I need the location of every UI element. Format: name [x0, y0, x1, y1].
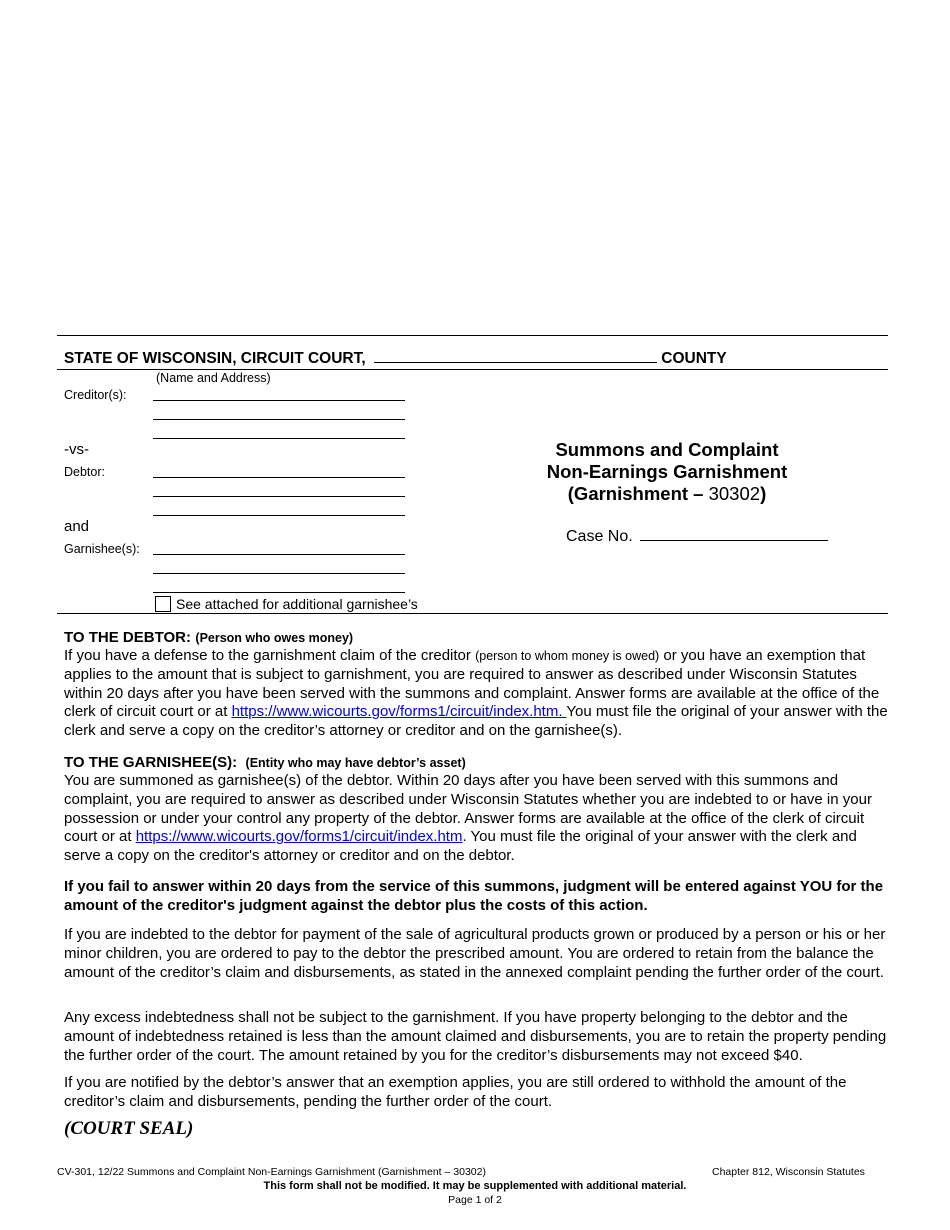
footer-statute: Chapter 812, Wisconsin Statutes [712, 1166, 865, 1178]
title-line-1: Summons and Complaint [555, 439, 779, 460]
excess-indebtedness-paragraph: Any excess indebtedness shall not be subject to the garnishment. If you have property belonging to the debtor and the amount of indebtedness retained is less than the amount claimed and disbursements, you are to retain the property pending the further order of the court. The amount retained by you for the creditor’s disbursements may not exceed $40. [64, 1009, 887, 1064]
exemption-paragraph: If you are notified by the debtor’s answer that an exemption applies, you are still ordered to withhold the amount of the creditor’s claim and disbursements, pending the further order of the court. [64, 1074, 847, 1110]
garnishee-forms-link[interactable]: https://www.wicourts.gov/forms1/circuit/index.htm [135, 828, 463, 846]
creditor-label: Creditor(s): [64, 388, 127, 402]
creditor-line-3[interactable] [153, 438, 405, 439]
case-number-label: Case No. [566, 528, 633, 545]
name-address-hint: (Name and Address) [156, 371, 271, 385]
court-heading [64, 348, 727, 368]
garnishee-line-1[interactable] [153, 554, 405, 555]
garnishee-section-text: You are summoned as garnishee(s) of the debtor. Within 20 days after you have been served with this summons and complaint, you are required to answer as described under Wisconsin Statutes whether you are indebted to or have in your possession or under your control any property of the debtor. Answer forms are available at the office of the clerk of circuit court or at https://www.wicourts.gov/forms1/circuit/index.htm. You must file the original of your answer with the clerk and serve a copy on the creditor's attorney or creditor and on the debtor. [64, 772, 872, 865]
footer-page-number: Page 1 of 2 [448, 1194, 502, 1206]
debtor-line-2[interactable] [153, 496, 405, 497]
debtor-section-text: If you have a defense to the garnishment claim of the creditor (person to whom money is owed) or you have an exemption that applies to the amount that is subject to garnishment, you are required to answer as described under Wisconsin Statutes within 20 days after you have been served with the summons and complaint. Answer forms are available at the office of the clerk of circuit court or at https://www.wicourts.gov/forms1/circuit/index.htm. You must file the original of your answer with the clerk and serve a copy on the creditor’s attorney or creditor and on the garnishee(s). [64, 647, 888, 740]
county-name-field[interactable] [374, 348, 657, 363]
garnishee-line-2[interactable] [153, 573, 405, 574]
court-seal: (COURT SEAL) [64, 1118, 194, 1139]
parties-bottom-rule [57, 613, 888, 614]
additional-garnishee-label: See attached for additional garnishee’s [176, 596, 418, 612]
and-label: and [64, 518, 90, 535]
title-line-3: (Garnishment – 30302) [567, 483, 767, 504]
garnishee-section-heading: TO THE GARNISHEE(S): (Entity who may have debtor’s asset) [64, 754, 466, 771]
default-judgment-warning: If you fail to answer within 20 days from the service of this summons, judgment will be entered against YOU for the amount of the creditor's judgment against the debtor plus the costs of this action. [64, 878, 884, 914]
footer-form-id: CV-301, 12/22 Summons and Complaint Non-Earnings Garnishment (Garnishment – 30302) [57, 1166, 486, 1178]
debtor-label: Debtor: [64, 465, 105, 479]
case-number-field[interactable] [640, 526, 828, 541]
creditor-line-2[interactable] [153, 419, 405, 420]
county-label: COUNTY [661, 350, 727, 367]
document-title [527, 439, 807, 505]
agricultural-products-paragraph: If you are indebted to the debtor for payment of the sale of agricultural products grown or produced by a person or his or her minor children, you are ordered to pay to the debtor the prescribed amount. You are ordered to retain from the balance the amount of the creditor’s claim and disbursements, as stated in the annexed complaint pending the further order of the court. [64, 926, 886, 981]
creditor-line-1[interactable] [153, 400, 405, 401]
versus-label: -vs- [64, 441, 89, 458]
header-top-rule [57, 335, 888, 336]
footer-notice: This form shall not be modified. It may be supplemented with additional material. [263, 1180, 687, 1192]
debtor-section-heading: TO THE DEBTOR: (Person who owes money) [64, 629, 354, 646]
debtor-line-1[interactable] [153, 477, 405, 478]
case-number-row [566, 526, 828, 546]
court-prefix: STATE OF WISCONSIN, CIRCUIT COURT, [64, 350, 366, 367]
header-bottom-rule [57, 369, 888, 370]
debtor-forms-link[interactable]: https://www.wicourts.gov/forms1/circuit/index.htm. [231, 703, 567, 721]
additional-garnishee-checkbox[interactable] [155, 596, 171, 612]
garnishee-label: Garnishee(s): [64, 542, 140, 556]
title-line-2: Non-Earnings Garnishment [546, 461, 788, 482]
garnishee-line-3[interactable] [153, 592, 405, 593]
debtor-line-3[interactable] [153, 515, 405, 516]
